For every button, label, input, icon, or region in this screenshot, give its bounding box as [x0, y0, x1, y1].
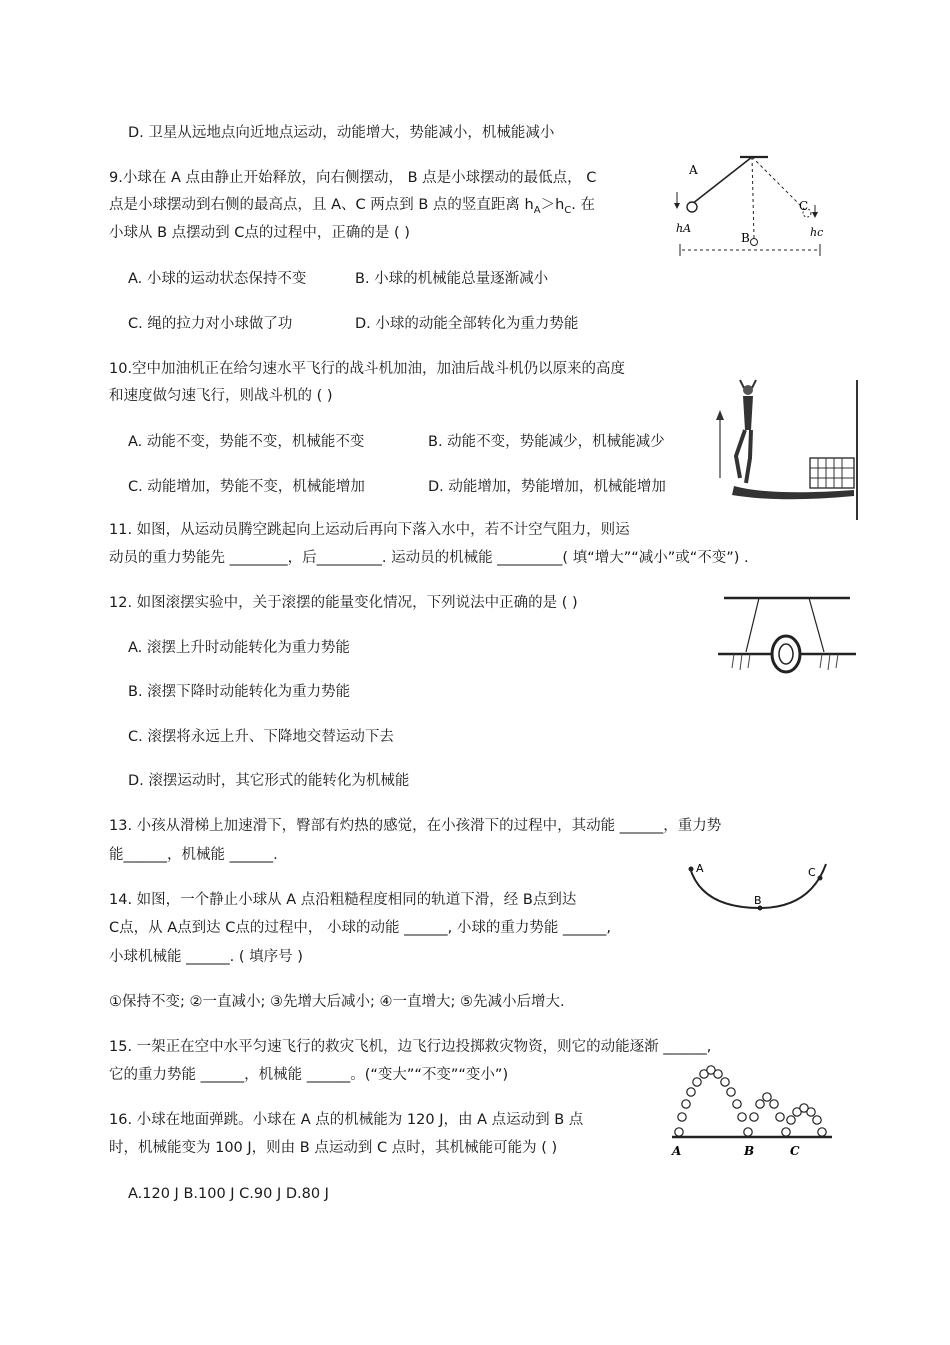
q14-stem-line-2: C点，从 A点到达 C点的过程中， 小球的动能 ______, 小球的重力势能 ______, [109, 920, 612, 936]
ball-9 [727, 1088, 735, 1096]
pendulum-label-ha: hA [676, 222, 692, 235]
q16-stem-line-2: 时，机械能变为 100 J，则由 B 点运动到 C 点时，其机械能可能为 ( ) [109, 1140, 558, 1156]
q11-stem-line-1: 11. 如图，从运动员腾空跳起向上运动后再向下落入水中，若不计空气阻力，则运 [109, 522, 630, 538]
ball-2 [682, 1100, 690, 1108]
ball-0 [675, 1128, 683, 1136]
q9-sub-a: A [533, 204, 541, 216]
ball-23 [813, 1116, 821, 1124]
q13-stem-line-1: 13. 小孩从滑梯上加速滑下，臀部有灼热的感觉，在小孩滑下的过程中，其动能 ______，重力势 [109, 818, 722, 834]
track-label-c: C [808, 866, 816, 879]
q9-sub-c: C [564, 204, 572, 216]
ball-11 [738, 1113, 746, 1121]
q10-stem-line-2: 和速度做匀速飞行，则战斗机的 ( ) [109, 388, 333, 404]
q9-option-c: C. 绳的拉力对小球做了功 [128, 316, 293, 332]
q10-option-b: B. 动能不变，势能减少，机械能减少 [428, 434, 665, 450]
q12-option-a: A. 滚摆上升时动能转化为重力势能 [128, 640, 350, 656]
q12-option-c: C. 滚摆将永远上升、下降地交替运动下去 [128, 729, 394, 745]
q10-option-a: A. 动能不变，势能不变，机械能不变 [128, 434, 365, 450]
ball-7 [714, 1070, 722, 1078]
ball-3 [687, 1088, 695, 1096]
q15-stem-line-2: 它的重力势能 ______，机械能 ______。(“变大”“不变”“变小”) [109, 1067, 509, 1083]
q14-stem-line-3: 小球机械能 ______. ( 填序号 ) [109, 949, 303, 965]
q13-stem-line-2: 能______，机械能 ______. [109, 847, 278, 863]
ball-16 [770, 1100, 778, 1108]
bouncing-ball-figure [664, 1062, 836, 1162]
track-label-b: B [754, 894, 762, 907]
q10-option-c: C. 动能增加，势能不变，机械能增加 [128, 479, 365, 495]
ball-17 [776, 1113, 784, 1121]
q9-gt: ＞h [540, 197, 565, 213]
ball-22 [807, 1108, 815, 1116]
ball-13 [750, 1113, 758, 1121]
q12-stem: 12. 如图滚摆实验中，关于滚摆的能量变化情况，下列说法中正确的是 ( ) [109, 595, 578, 611]
ball-8 [721, 1078, 729, 1086]
q14-choices: ①保持不变; ②一直减小; ③先增大后减小; ④一直增大; ⑤先减小后增大. [109, 994, 565, 1010]
pendulum-figure [672, 150, 832, 260]
pendulum-label-c: C [799, 199, 809, 213]
q9-stem-text: 点是小球摆动到右侧的最高点，且 A、C 两点到 B 点的竖直距离 h [109, 197, 534, 213]
track-label-a: A [696, 862, 704, 875]
q12-option-b: B. 滚摆下降时动能转化为重力势能 [128, 684, 351, 700]
q9-option-d: D. 小球的动能全部转化为重力势能 [355, 316, 579, 332]
ball-18 [782, 1128, 790, 1136]
q11-stem-line-2: 动员的重力势能先 ________，后_________. 运动员的机械能 _________( 填“增大”“减小”或“不变”) . [109, 550, 749, 566]
ball-15 [763, 1093, 771, 1101]
ball-1 [678, 1113, 686, 1121]
ball-14 [756, 1100, 764, 1108]
pendulum-label-b: B [741, 231, 750, 245]
q9-stem-line-3: 小球从 B 点摆动到 C点的过程中，正确的是 ( ) [109, 225, 410, 241]
q15-stem-line-1: 15. 一架正在空中水平匀速飞行的救灾飞机，边飞行边投掷救灾物资，则它的动能逐渐 ______, [109, 1039, 712, 1055]
ball-24 [818, 1128, 826, 1136]
q12-option-d: D. 滚摆运动时，其它形式的能转化为机械能 [128, 773, 410, 789]
bounce-label-b: B [744, 1144, 755, 1158]
ball-12 [744, 1128, 752, 1136]
track-figure [682, 856, 832, 916]
q9-tail: . 在 [571, 197, 595, 213]
q10-option-d: D. 动能增加，势能增加，机械能增加 [428, 479, 666, 495]
ball-19 [787, 1116, 795, 1124]
q16-options: A.120 J B.100 J C.90 J D.80 J [128, 1186, 329, 1202]
q16-stem-line-1: 16. 小球在地面弹跳。小球在 A 点的机械能为 120 J，由 A 点运动到 B 点 [109, 1112, 584, 1128]
diver-figure [710, 378, 860, 523]
q9-option-b: B. 小球的机械能总量逐渐减小 [355, 271, 549, 287]
q10-stem-line-1: 10.空中加油机正在给匀速水平飞行的战斗机加油，加油后战斗机仍以原来的高度 [109, 361, 626, 377]
q9-option-a: A. 小球的运动状态保持不变 [128, 271, 307, 287]
bounce-label-c: C [790, 1144, 800, 1158]
q9-stem-line-2 [109, 195, 595, 221]
ball-trajectory [675, 1066, 826, 1136]
q9-stem-line-1: 9.小球在 A 点由静止开始释放，向右侧摆动， B 点是小球摆动的最低点， C [109, 170, 597, 186]
bounce-label-a: A [672, 1144, 682, 1158]
q14-stem-line-1: 14. 如图，一个静止小球从 A 点沿粗糙程度相同的轨道下滑，经 B点到达 [109, 892, 577, 908]
ball-4 [693, 1078, 701, 1086]
pendulum-label-hc: hc [810, 226, 824, 239]
maxwell-wheel-figure [714, 590, 859, 680]
ball-10 [733, 1100, 741, 1108]
pendulum-label-a: A [689, 163, 698, 177]
q8-option-d: D. 卫星从远地点向近地点运动，动能增大，势能减小，机械能减小 [128, 125, 555, 141]
